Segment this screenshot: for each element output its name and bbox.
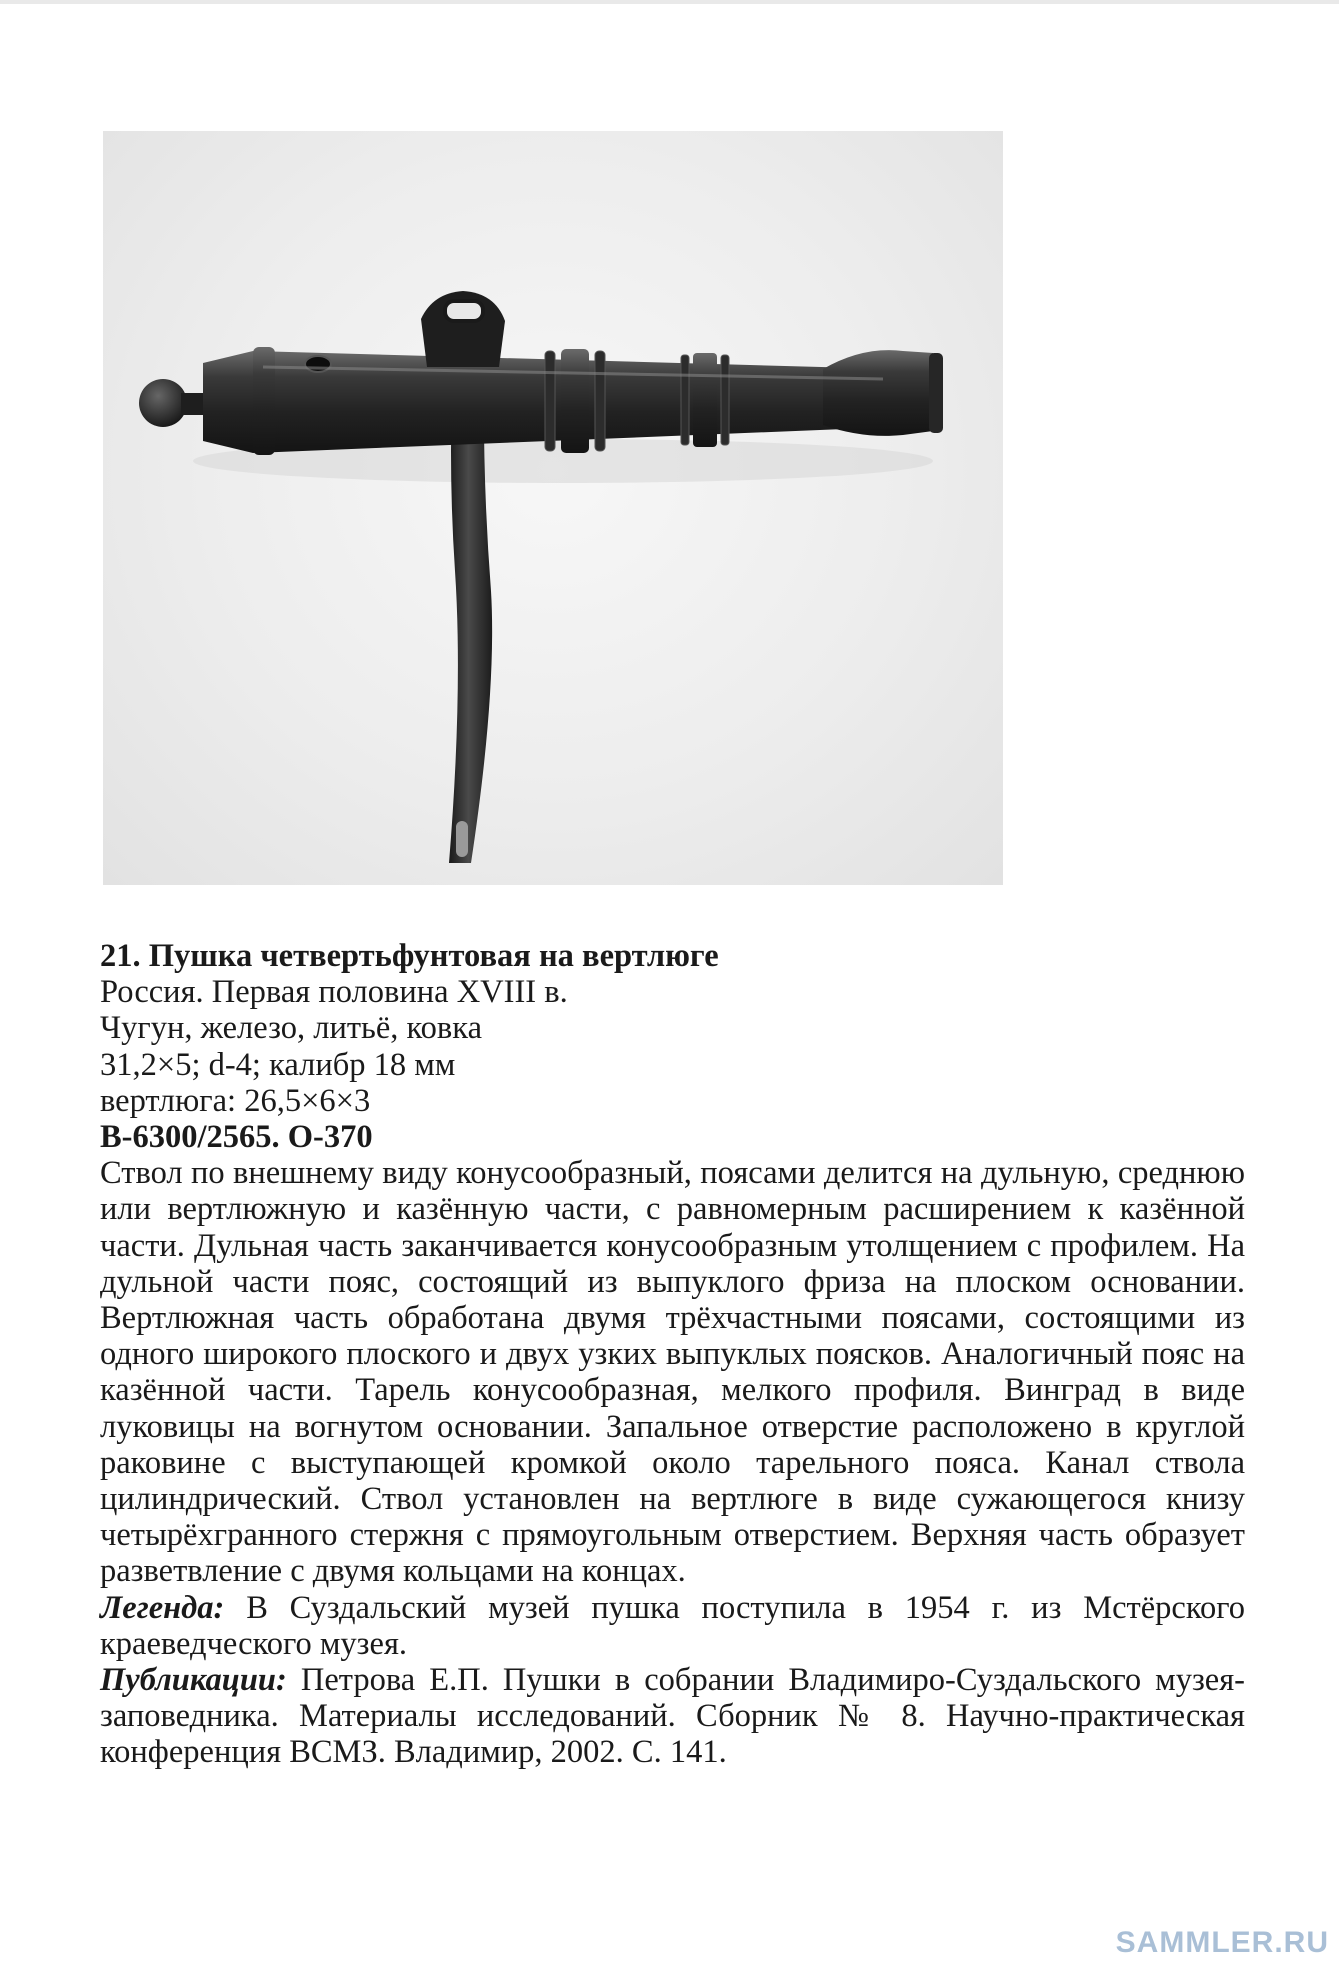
cannon-photo bbox=[103, 131, 1003, 885]
item-inventory-number: В-6300/2565. О-370 bbox=[100, 1119, 373, 1156]
item-swivel-dimensions: вертлюга: 26,5×6×3 bbox=[100, 1082, 371, 1119]
publications-label: Публикации: bbox=[100, 1662, 287, 1699]
site-watermark: SAMMLER.RU bbox=[1115, 1926, 1329, 1959]
legend-text: В Суздальский музей пушка поступила в 1954 г. из Мстёрского краеведческого музея. bbox=[100, 1589, 1245, 1662]
legend-label: Легенда: bbox=[100, 1589, 225, 1626]
legend-paragraph bbox=[100, 1590, 1245, 1662]
item-dimensions: 31,2×5; d-4; калибр 18 мм bbox=[100, 1046, 456, 1083]
publications-paragraph bbox=[100, 1662, 1245, 1771]
catalog-entry bbox=[100, 938, 1245, 1771]
item-material: Чугун, железо, литьё, ковка bbox=[100, 1010, 483, 1047]
top-border bbox=[0, 0, 1339, 4]
item-origin: Россия. Первая половина XVIII в. bbox=[100, 974, 568, 1011]
item-description: Ствол по внешнему виду конусообразный, поясами делится на дульную, среднюю или вертлюжную и казённую части, с равномерным расширением к казённой части. Дульная часть заканчивается конусообразным утолщением с профилем. На дульной части пояс, состоящий из выпуклого фриза на плоском основании. Вертлюжная часть обработана двумя трёхчастными поясами, состоящими из одного широкого плоского и двух узких выпуклых поясков. Аналогичный пояс на казённой части. Тарель конусообразная, мелкого профиля. Винград в виде луковицы на вогнутом основании. Запальное отверстие расположено в круглой раковине с выступающей кромкой около тарельного пояса. Канал ствола цилиндрический. Ствол установлен на вертлюге в виде сужающегося книзу четырёхгранного стержня с прямоугольным отверстием. Верхняя часть образует разветвление с двумя кольцами на концах. bbox=[100, 1155, 1245, 1590]
publications-text: Петрова Е.П. Пушки в собрании Владимиро-Суздальского музея-заповедника. Материалы исследований. Сборник № 8. Научно-практическая конференция ВСМЗ. Владимир, 2002. С. 141. bbox=[100, 1662, 1245, 1771]
item-title: 21. Пушка четвертьфунтовая на вертлюге bbox=[100, 938, 719, 974]
